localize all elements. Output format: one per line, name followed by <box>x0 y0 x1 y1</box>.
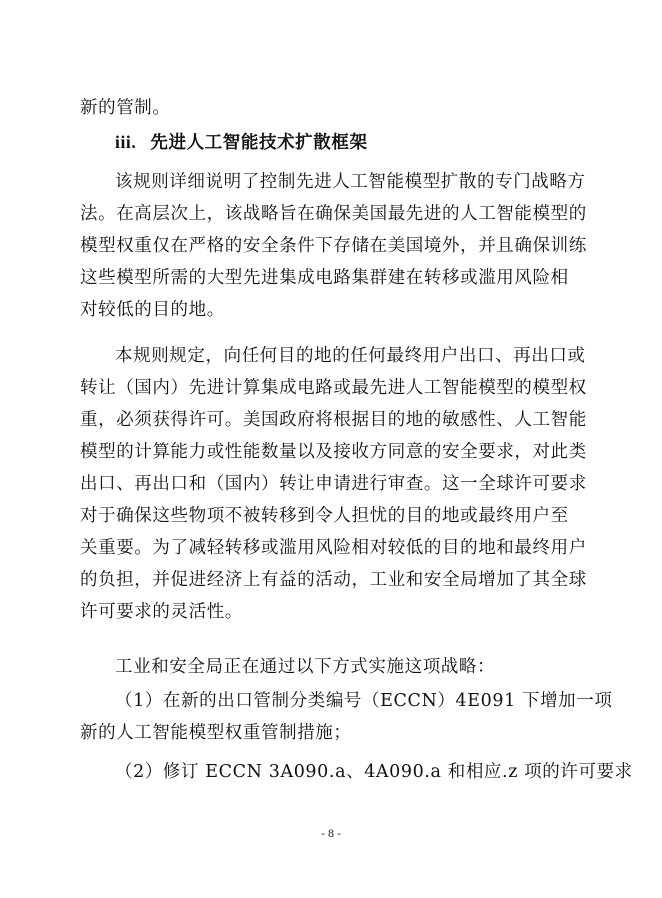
section-heading <box>80 126 583 158</box>
text-line: 模型权重仅在严格的安全条件下存储在美国境外，并且确保训练 <box>80 236 587 256</box>
list-item-1 <box>80 685 613 749</box>
text-line: 法。在高层次上，该战略旨在确保美国最先进的人工智能模型的 <box>80 204 587 224</box>
text-line: 出口、再出口和（国内）转让申请进行审查。这一全球许可要求 <box>80 474 587 494</box>
text-line: 转让（国内）先进计算集成电路或最先进人工智能模型的模型权 <box>80 378 587 398</box>
text-line: 工业和安全局正在通过以下方式实施这项战略： <box>115 657 496 677</box>
text-line: 关重要。为了减轻转移或滥用风险相对较低的目的地和最终用户 <box>80 538 587 558</box>
paragraph-1 <box>80 166 587 326</box>
text-line: 该规则详细说明了控制先进人工智能模型扩散的专门战略方 <box>115 172 586 192</box>
continuation-text <box>80 92 583 124</box>
paragraph-3 <box>80 651 583 683</box>
text-line: （1）在新的出口管制分类编号（ECCN）4E091 下增加一项 <box>115 691 613 711</box>
text-line: 对较低的目的地。 <box>80 300 225 320</box>
text-line: 这些模型所需的大型先进集成电路集群建在转移或滥用风险相 <box>80 268 569 288</box>
section-title: 先进人工智能技术扩散框架 <box>150 133 368 153</box>
page-number: - 8 - <box>321 826 341 840</box>
paragraph-2 <box>80 340 587 628</box>
text-line: （2）修订 ECCN 3A090.a、4A090.a 和相应.z 项的许可要求 <box>115 762 633 782</box>
text-line: 新的人工智能模型权重管制措施； <box>80 723 352 743</box>
section-number: iii. <box>115 132 137 152</box>
list-item-2 <box>80 756 633 788</box>
text-line: 的负担，并促进经济上有益的活动，工业和安全局增加了其全球 <box>80 570 587 590</box>
text-line: 对于确保这些物项不被转移到令人担忧的目的地或最终用户至 <box>80 506 569 526</box>
text-line: 许可要求的灵活性。 <box>80 602 243 622</box>
text-line: 本规则规定，向任何目的地的任何最终用户出口、再出口或 <box>115 346 586 366</box>
text-line: 重，必须获得许可。美国政府将根据目的地的敏感性、人工智能 <box>80 410 587 430</box>
text-line: 模型的计算能力或性能数量以及接收方同意的安全要求，对此类 <box>80 442 587 462</box>
text-line: 新的管制。 <box>80 98 171 118</box>
